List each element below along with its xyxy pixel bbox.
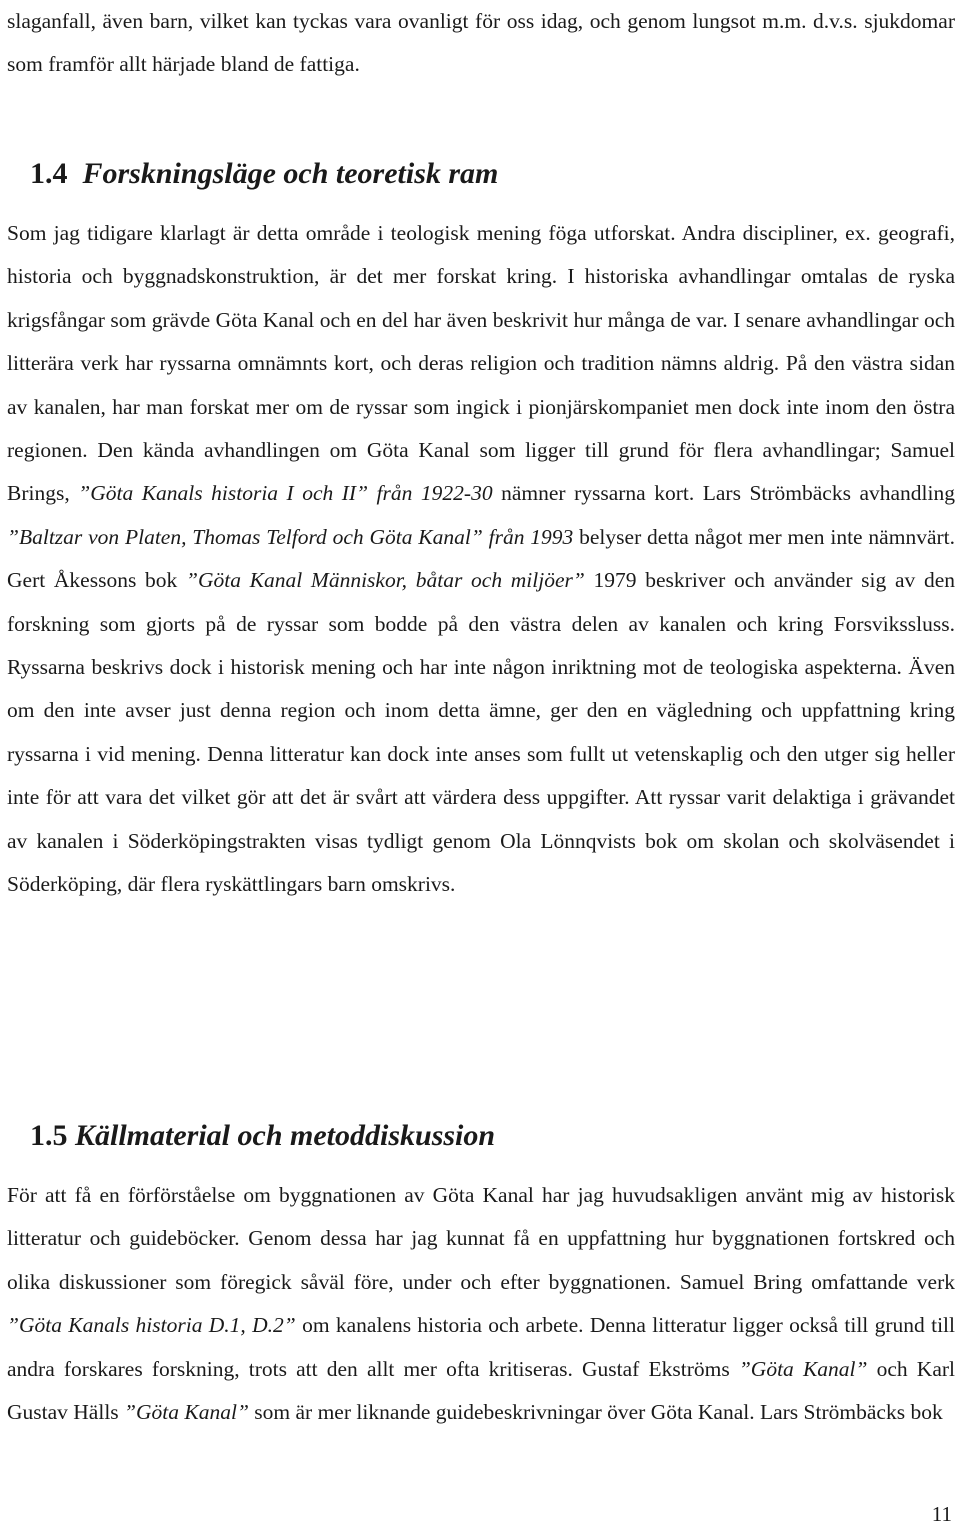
paragraph-text: om kanalens historia och arbete. Denna litteratur ligger också till grund till andra forskares forskning, trots att den allt mer ofta kritiseras. Gustaf Ekströms <box>7 1313 955 1381</box>
book-title: ”Göta Kanals historia I och II” från 1922-30 <box>78 481 493 506</box>
paragraph-text: nämner ryssarna kort. Lars Strömbäcks avhandling <box>492 481 955 506</box>
section-title: Källmaterial och metoddiskussion <box>75 1119 496 1152</box>
paragraph-text: 1979 beskriver och använder sig av den forskning som gjorts på de ryssar som bodde på den västra delen av kanalen och kring Forsvikssluss. Ryssarna beskrivs dock i historisk mening och har inte någon inriktning mot de teologiska aspekterna. Även om den inte avser just denna region och inom detta ämne, ger den en vägledning och uppfattning kring ryssarna i vid mening. Denna litteratur kan dock inte anses som fullt ut vetenskaplig och den utger sig heller inte för att vara det vilket gör att det är svårt att värdera dess uppgifter. Att ryssar varit delaktiga i grävandet av kanalen i Söderköpingstrakten visas tydligt genom Ola Lönnqvists bok om skolan och skolväsendet i Söderköping, där flera ryskättlingars barn omskrivs. <box>7 568 956 897</box>
section-number: 1.5 <box>30 1119 68 1152</box>
paragraph-text: som är mer liknande guidebeskrivningar över Göta Kanal. Lars Strömbäcks bok <box>248 1400 943 1425</box>
book-title: ”Göta Kanals historia D.1, D.2” <box>7 1313 296 1338</box>
book-title: ”Göta Kanal” <box>738 1356 868 1381</box>
page-number: 11 <box>931 1502 952 1526</box>
book-title: ”Göta Kanal” <box>124 1400 249 1425</box>
section-heading-1-5 <box>30 1112 960 1160</box>
book-title: ”Göta Kanal Människor, båtar och miljöer” <box>185 568 585 593</box>
intro-paragraph <box>7 0 955 87</box>
book-title: ”Baltzar von Platen, Thomas Telford och Göta Kanal” från 1993 <box>7 524 574 549</box>
research-paragraph <box>7 212 955 907</box>
paragraph-text: och Karl Gustav Hälls <box>7 1356 955 1425</box>
paragraph-text: slaganfall, även barn, vilket kan tyckas vara ovanligt för oss idag, och genom lungsot m.m. d.v.s. sjukdomar som framför allt härjade bland de fattiga. <box>7 9 955 77</box>
section-title: Forskningsläge och teoretisk ram <box>82 157 499 190</box>
paragraph-text: För att få en förförståelse om byggnationen av Göta Kanal har jag huvudsakligen använt mig av historisk litteratur och guideböcker. Genom dessa har jag kunnat få en uppfattning hur byggnationen fortskred och olika diskussioner som föregick såväl före, under och efter byggnationen. Samuel Bring omfattande verk <box>7 1183 955 1294</box>
paragraph-text: belyser detta något mer men inte nämnvärt. Gert Åkessons bok <box>7 524 955 593</box>
paragraph-text: Som jag tidigare klarlagt är detta område i teologisk mening föga utforskat. Andra discipliner, ex. geografi, historia och byggnadskonstruktion, är det mer forskat kring. I historiska avhandlingar omtalas de ryska krigsfångar som grävde Göta Kanal och en del har även beskrivit hur många de var. I senare avhandlingar och litterära verk har ryssarna omnämnts kort, och deras religion och tradition nämns aldrig. På den västra sidan av kanalen, har man forskat mer om de ryssar som ingick i pionjärskompaniet men dock inte inom den östra regionen. Den kända avhandlingen om Göta Kanal som ligger till grund för flera avhandlingar; Samuel Brings, <box>7 221 955 506</box>
section-heading-1-4 <box>30 150 960 198</box>
section-number: 1.4 <box>30 157 68 190</box>
sources-paragraph <box>7 1174 955 1434</box>
